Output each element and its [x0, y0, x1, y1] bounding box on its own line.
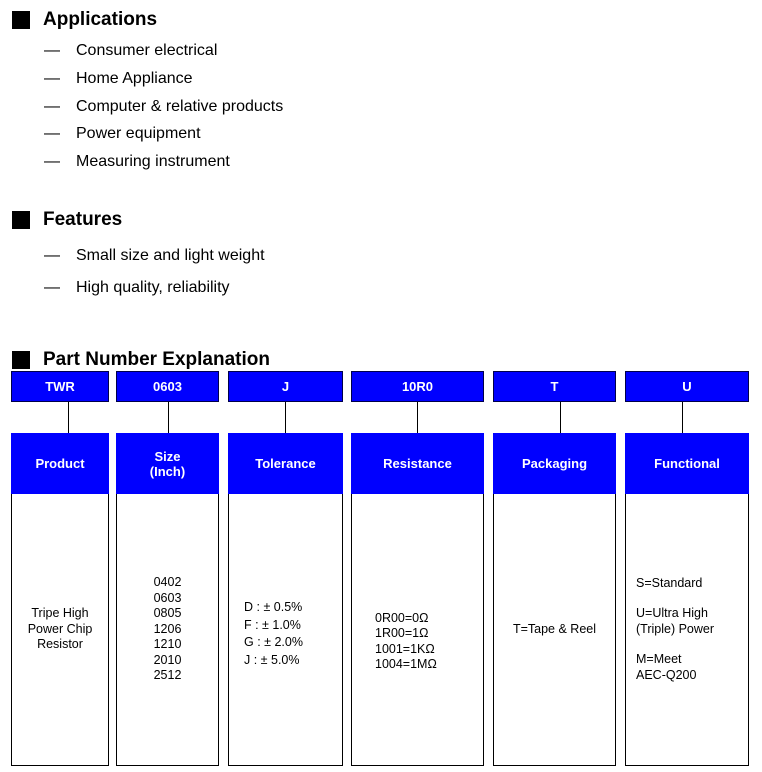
column-body: T=Tape & Reel: [512, 621, 597, 636]
list-item: — Power equipment: [44, 125, 201, 142]
part-number-heading: [12, 349, 270, 371]
list-item: — Computer & relative products: [44, 98, 284, 115]
column-header: Size (Inch): [116, 433, 219, 494]
code-box-resistance: 10R0: [351, 371, 484, 402]
connector-line: [682, 402, 683, 433]
column-body: 0402 0603 0805 1206 1210 2010 2512: [153, 575, 182, 683]
list-item: — Consumer electrical: [44, 42, 218, 59]
part-number-title: Part Number Explanation: [43, 349, 270, 370]
square-bullet-icon: [12, 211, 30, 229]
column-header: Tolerance: [228, 433, 343, 494]
column-header: Resistance: [351, 433, 484, 494]
list-item: — Small size and light weight: [44, 247, 265, 264]
connector-line: [285, 402, 286, 433]
connector-line: [417, 402, 418, 433]
column-functional: [625, 433, 749, 766]
column-header: Product: [11, 433, 109, 494]
applications-heading: [12, 9, 157, 31]
column-body: Tripe High Power Chip Resistor: [27, 606, 93, 652]
features-title: Features: [43, 209, 123, 230]
applications-title: Applications: [43, 9, 158, 30]
code-box-tolerance: J: [228, 371, 343, 402]
column-resistance: [351, 433, 484, 766]
code-box-size: 0603: [116, 371, 219, 402]
column-body: S=Standard U=Ultra High (Triple) Power M=Meet AEC-Q200: [636, 575, 715, 682]
list-item: — Home Appliance: [44, 70, 193, 87]
column-tolerance: [228, 433, 343, 766]
column-product: [11, 433, 109, 766]
column-body: D : ± 0.5% F : ± 1.0% G : ± 2.0% J : ± 5.0%: [244, 600, 303, 667]
features-heading: [12, 209, 122, 231]
code-box-functional: U: [625, 371, 749, 402]
list-item: — High quality, reliability: [44, 279, 230, 296]
column-packaging: [493, 433, 616, 766]
code-box-packaging: T: [493, 371, 616, 402]
connector-line: [168, 402, 169, 433]
column-body: 0R00=0Ω 1R00=1Ω 1001=1KΩ 1004=1MΩ: [375, 610, 437, 671]
square-bullet-icon: [12, 11, 30, 29]
code-box-product: TWR: [11, 371, 109, 402]
column-size: [116, 433, 219, 766]
square-bullet-icon: [12, 351, 30, 369]
list-item: — Measuring instrument: [44, 153, 230, 170]
connector-line: [68, 402, 69, 433]
column-header: Functional: [625, 433, 749, 494]
connector-line: [560, 402, 561, 433]
column-header: Packaging: [493, 433, 616, 494]
